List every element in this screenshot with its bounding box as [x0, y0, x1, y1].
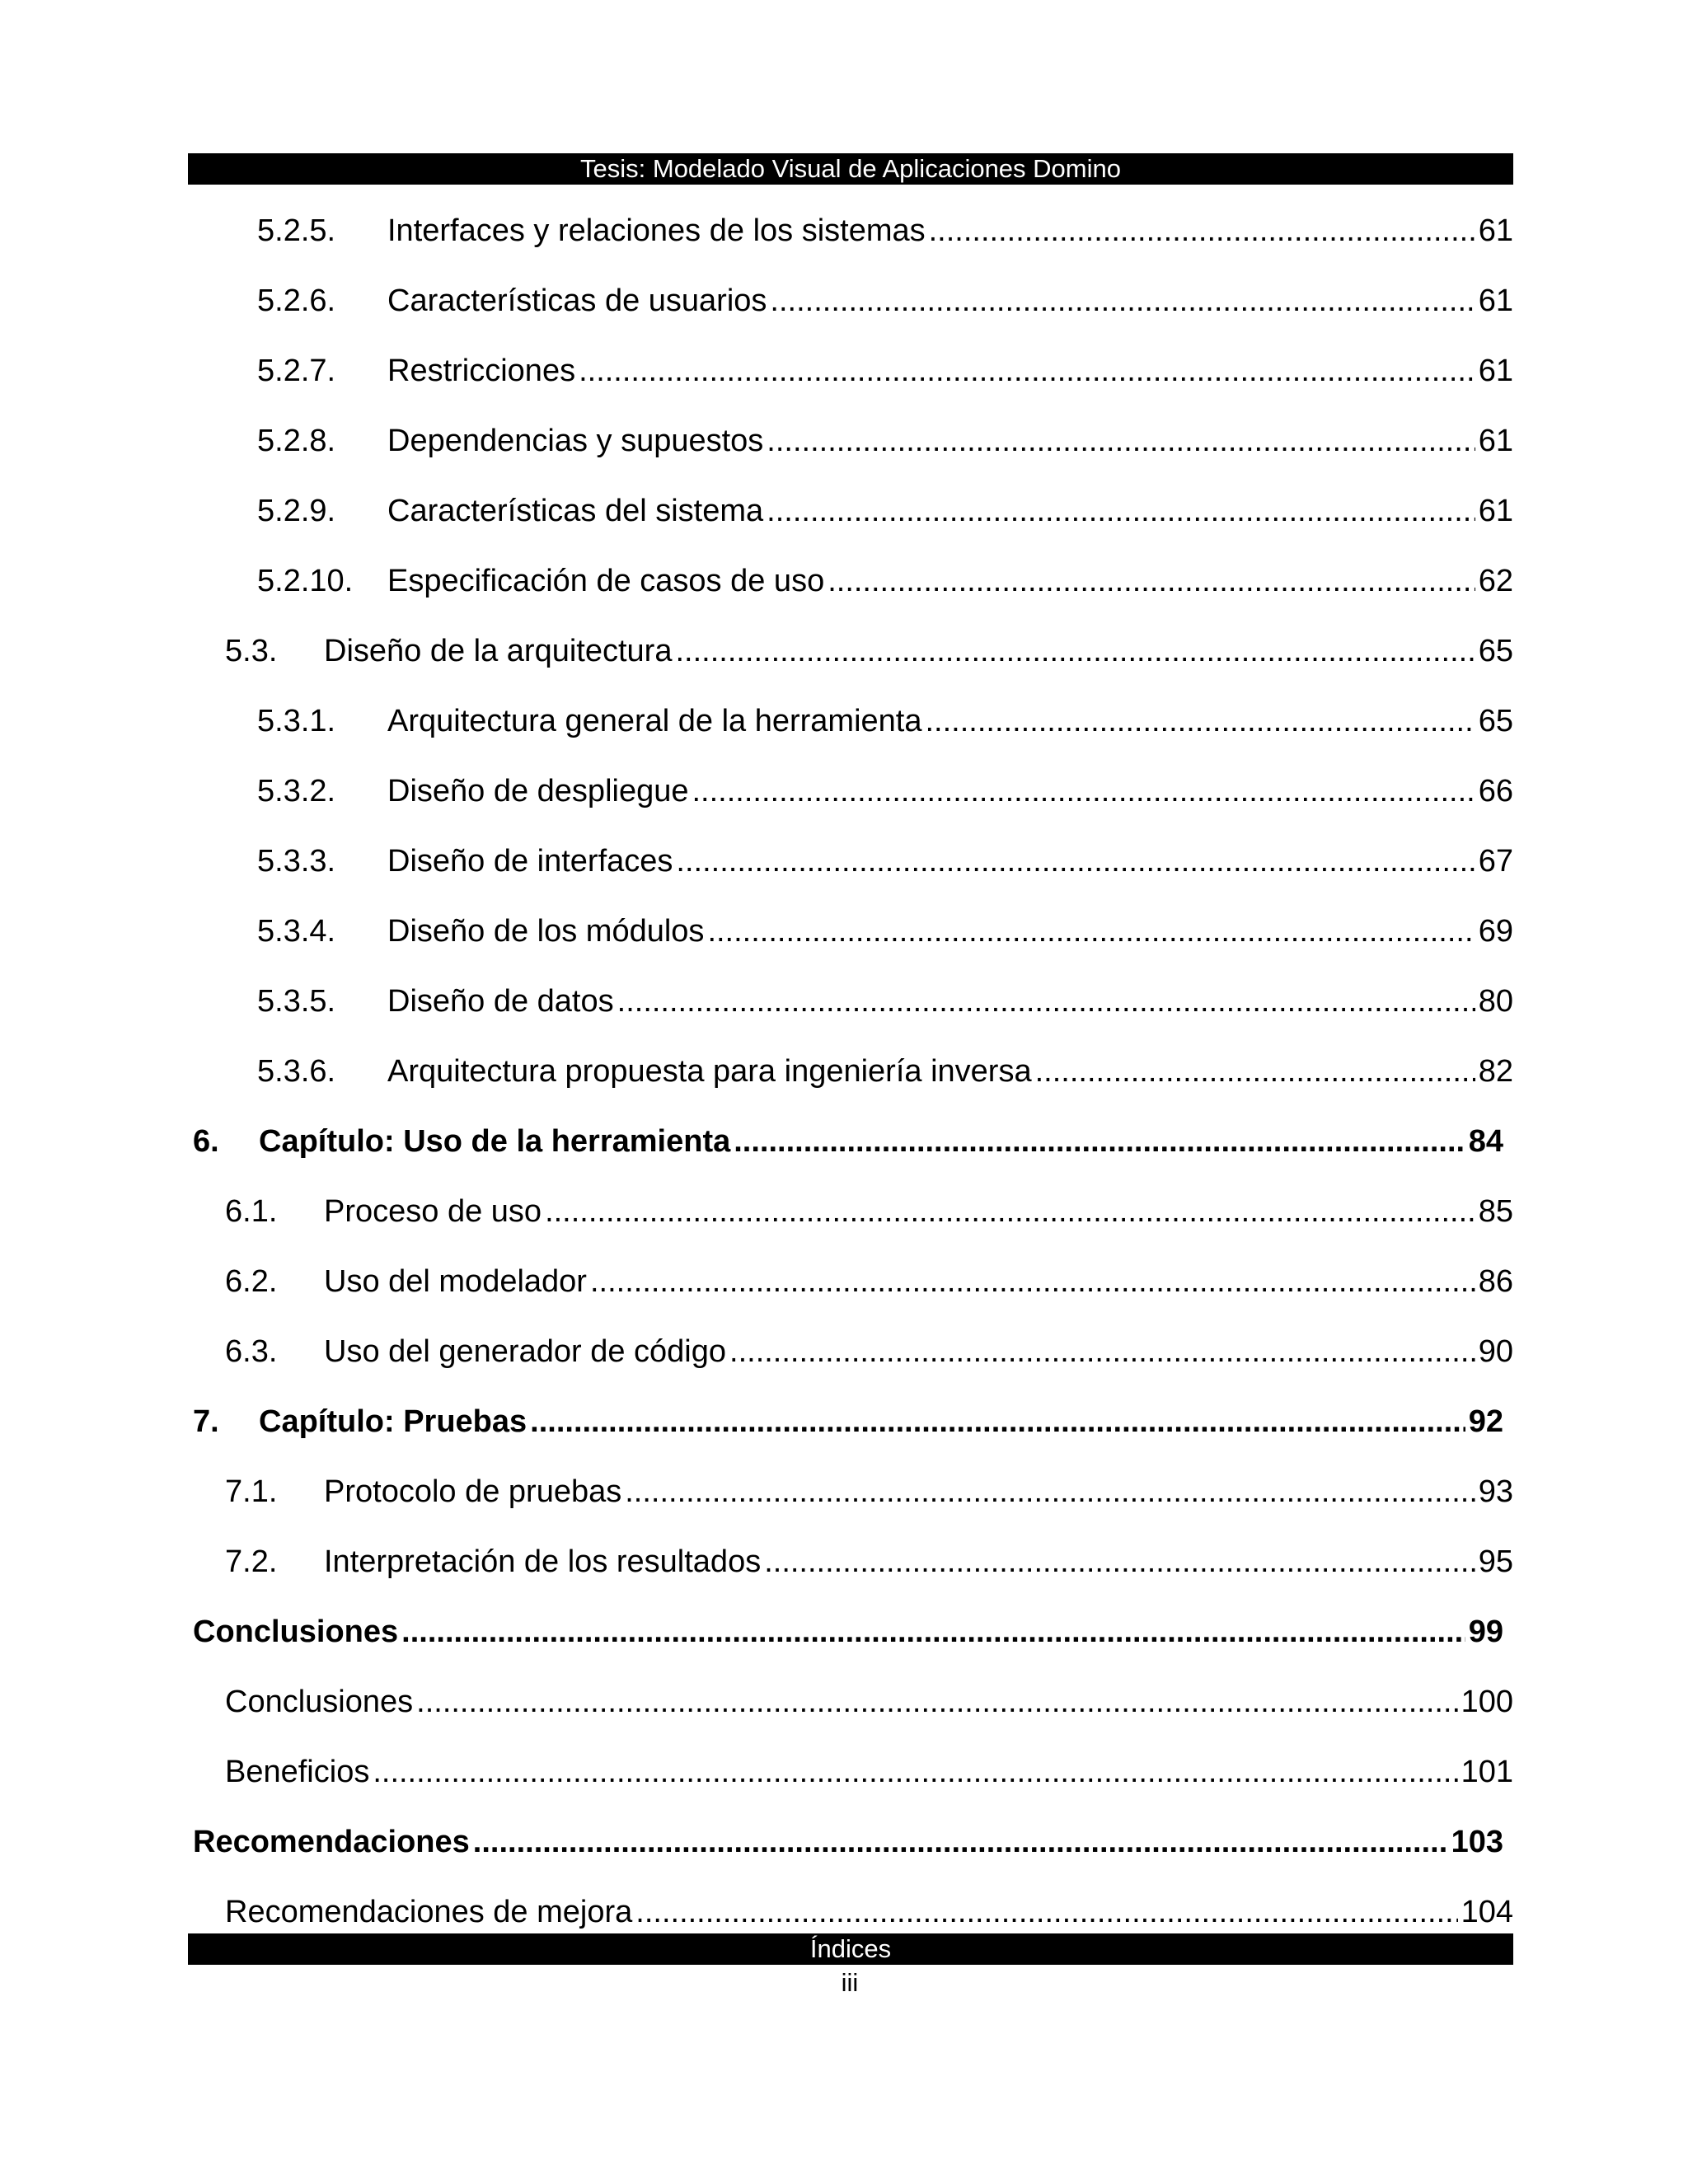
toc-entry-page: 67 — [1478, 844, 1513, 879]
toc-entry[interactable] — [188, 266, 1513, 336]
toc-entry[interactable] — [188, 897, 1513, 967]
toc-entry[interactable] — [188, 406, 1513, 476]
dot-leader — [590, 1264, 1475, 1300]
page-footer: Índices — [188, 1933, 1513, 1965]
toc-entry-page: 84 — [1468, 1124, 1503, 1159]
toc-entry-title: Dependencias y supuestos — [387, 424, 764, 458]
toc-entry-number: 7.2. — [225, 1544, 278, 1579]
toc-entry-title: Características de usuarios — [387, 284, 767, 318]
toc-entry-title: Interpretación de los resultados — [324, 1544, 762, 1579]
toc-entry[interactable] — [188, 1177, 1513, 1247]
toc-entry[interactable] — [188, 616, 1513, 687]
toc-entry[interactable] — [188, 1667, 1513, 1737]
toc-entry[interactable] — [188, 546, 1513, 616]
dot-leader — [729, 1334, 1475, 1370]
page-number: iii — [841, 1968, 859, 1997]
toc-entry-page: 61 — [1478, 284, 1513, 318]
toc-entry-number: 5.2.6. — [257, 284, 336, 318]
toc-chapter-entry[interactable] — [188, 1107, 1513, 1177]
dot-leader — [692, 774, 1475, 809]
toc-entry-page: 61 — [1478, 354, 1513, 388]
toc-entry-title: Restricciones — [387, 354, 576, 388]
dot-leader — [579, 354, 1475, 389]
toc-entry-page: 86 — [1478, 1264, 1513, 1299]
dot-leader — [473, 1825, 1448, 1860]
toc-entry-page: 85 — [1478, 1194, 1513, 1229]
toc-entry[interactable] — [188, 1247, 1513, 1317]
toc-entry-page: 90 — [1478, 1334, 1513, 1369]
toc-entry[interactable] — [188, 1317, 1513, 1387]
toc-entry-title: Diseño de despliegue — [387, 774, 689, 808]
toc-entry-page: 80 — [1478, 984, 1513, 1019]
toc-entry-title: Diseño de interfaces — [387, 844, 673, 879]
toc-entry-title: Características del sistema — [387, 494, 764, 528]
toc-entry-number: 5.3.2. — [257, 774, 336, 808]
toc-entry-number: 5.3.6. — [257, 1054, 336, 1089]
toc-entry-title: Diseño de datos — [387, 984, 614, 1019]
dot-leader — [926, 704, 1475, 739]
dot-leader — [770, 284, 1475, 319]
toc-entry-number: 6.2. — [225, 1264, 278, 1299]
toc-entry-number: 5.2.10. — [257, 564, 354, 598]
toc-section-entry[interactable] — [188, 1807, 1513, 1877]
toc-section-entry[interactable] — [188, 1597, 1513, 1667]
toc-entry-number: 5.3.3. — [257, 844, 336, 879]
toc-entry-title: Conclusiones — [193, 1615, 399, 1649]
toc-entry[interactable] — [188, 1737, 1513, 1807]
dot-leader — [767, 424, 1475, 459]
toc-entry-title: Especificación de casos de uso — [387, 564, 825, 598]
dot-leader — [617, 984, 1475, 1019]
dot-leader — [734, 1124, 1465, 1160]
toc-entry-number: 5.2.5. — [257, 213, 336, 248]
toc-entry-title: Recomendaciones — [193, 1825, 470, 1859]
toc-chapter-entry[interactable] — [188, 1387, 1513, 1457]
toc-entry-page: 62 — [1478, 564, 1513, 598]
toc-entry-page: 101 — [1461, 1755, 1513, 1789]
toc-entry-page: 61 — [1478, 424, 1513, 458]
toc-entry-page: 69 — [1478, 914, 1513, 949]
toc-entry[interactable] — [188, 757, 1513, 827]
toc-entry-title: Uso del modelador — [324, 1264, 587, 1299]
toc-entry-title: Uso del generador de código — [324, 1334, 727, 1369]
toc-entry-page: 95 — [1478, 1544, 1513, 1579]
dot-leader — [828, 564, 1475, 599]
toc-entry-title: Arquitectura propuesta para ingeniería inversa — [387, 1054, 1032, 1089]
toc-entry[interactable] — [188, 336, 1513, 406]
dot-leader — [929, 213, 1475, 249]
toc-entry[interactable] — [188, 196, 1513, 266]
toc-entry-title: Capítulo: Pruebas — [259, 1404, 528, 1439]
toc-entry[interactable] — [188, 1527, 1513, 1597]
toc-entry-number: 6. — [193, 1124, 219, 1159]
dot-leader — [676, 844, 1475, 879]
toc-entry[interactable] — [188, 827, 1513, 897]
toc-entry-number: 5.2.8. — [257, 424, 336, 458]
toc-entry-page: 82 — [1478, 1054, 1513, 1089]
toc-entry-page: 66 — [1478, 774, 1513, 808]
dot-leader — [767, 494, 1475, 529]
toc-entry-title: Capítulo: Uso de la herramienta — [259, 1124, 731, 1159]
toc-entry[interactable] — [188, 1457, 1513, 1527]
toc-entry-title: Arquitectura general de la herramienta — [387, 704, 922, 738]
toc-entry-title: Proceso de uso — [324, 1194, 542, 1229]
toc-entry-page: 61 — [1478, 213, 1513, 248]
toc-entry-number: 5.3.1. — [257, 704, 336, 738]
dot-leader — [1035, 1054, 1475, 1090]
toc-entry-page: 99 — [1468, 1615, 1503, 1649]
toc-entry-number: 6.3. — [225, 1334, 278, 1369]
toc-entry-page: 100 — [1461, 1685, 1513, 1719]
dot-leader — [373, 1755, 1457, 1790]
toc-entry-page: 103 — [1451, 1825, 1503, 1859]
toc-entry-title: Diseño de los módulos — [387, 914, 705, 949]
toc-entry-page: 104 — [1461, 1895, 1513, 1929]
dot-leader — [401, 1615, 1465, 1650]
toc-entry-number: 5.2.7. — [257, 354, 336, 388]
toc-entry-page: 65 — [1478, 634, 1513, 668]
dot-leader — [545, 1194, 1475, 1230]
toc-entry[interactable] — [188, 1037, 1513, 1107]
dot-leader — [764, 1544, 1475, 1580]
toc-entry-number: 6.1. — [225, 1194, 278, 1229]
toc-entry-page: 65 — [1478, 704, 1513, 738]
toc-entry-number: 7.1. — [225, 1474, 278, 1509]
toc-entry[interactable] — [188, 687, 1513, 757]
dot-leader — [707, 914, 1475, 949]
toc-entry[interactable] — [188, 476, 1513, 546]
table-of-contents — [188, 196, 1513, 1947]
toc-entry-title: Diseño de la arquitectura — [324, 634, 673, 668]
dot-leader — [416, 1685, 1457, 1720]
toc-entry-title: Recomendaciones de mejora — [225, 1895, 633, 1929]
toc-entry-title: Conclusiones — [225, 1685, 414, 1719]
toc-entry-number: 5.3.5. — [257, 984, 336, 1019]
dot-leader — [675, 634, 1475, 669]
page-header: Tesis: Modelado Visual de Aplicaciones Domino — [188, 153, 1513, 185]
toc-entry[interactable] — [188, 967, 1513, 1037]
toc-entry-number: 5.3. — [225, 634, 278, 668]
toc-entry-title: Interfaces y relaciones de los sistemas — [387, 213, 926, 248]
toc-entry-number: 7. — [193, 1404, 219, 1439]
toc-entry-number: 5.3.4. — [257, 914, 336, 949]
toc-entry-page: 61 — [1478, 494, 1513, 528]
dot-leader — [625, 1474, 1475, 1510]
dot-leader — [530, 1404, 1465, 1440]
toc-entry-title: Beneficios — [225, 1755, 370, 1789]
toc-entry-title: Protocolo de pruebas — [324, 1474, 622, 1509]
toc-entry-number: 5.2.9. — [257, 494, 336, 528]
toc-entry-page: 93 — [1478, 1474, 1513, 1509]
dot-leader — [635, 1895, 1457, 1930]
toc-entry-page: 92 — [1468, 1404, 1503, 1439]
